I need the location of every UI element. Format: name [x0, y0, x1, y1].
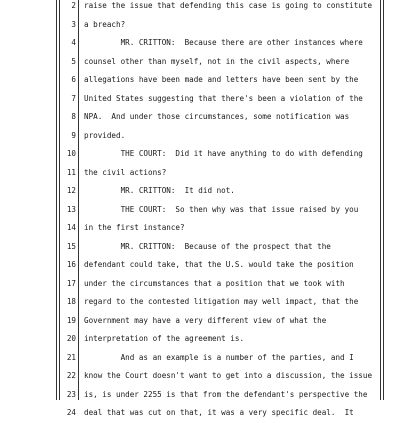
line-text: a breach? [84, 19, 126, 29]
line-number: 6 [71, 75, 76, 84]
transcript-line [0, 201, 400, 220]
line-text: is, is under 2255 is that from the defendant's perspective the [84, 389, 368, 399]
line-number: 23 [66, 389, 76, 399]
line-number: 11 [66, 167, 76, 177]
transcript-line [0, 275, 400, 294]
line-number: 15 [66, 241, 76, 251]
line-number: 16 [66, 260, 76, 269]
line-number: 2 [71, 1, 76, 10]
line-number: 7 [71, 93, 76, 103]
transcript-line [0, 53, 400, 72]
line-number: 12 [66, 186, 76, 195]
transcript-line [0, 164, 400, 183]
transcript-line [0, 349, 400, 368]
line-number: 13 [66, 204, 76, 214]
line-number: 8 [71, 112, 76, 121]
line-number: 5 [71, 56, 76, 66]
transcript-line [0, 34, 400, 53]
line-text: United States suggesting that there's been a violation of the [84, 93, 363, 103]
line-text: THE COURT: So then why was that issue raised by you [84, 204, 359, 214]
transcript-line [0, 0, 400, 16]
line-text: MR. CRITTON: Because there are other instances where [84, 38, 363, 47]
line-number: 17 [66, 278, 76, 288]
line-text: Government may have a very different view of what the [84, 315, 327, 325]
line-number: 3 [71, 19, 76, 29]
transcript-line [0, 238, 400, 257]
transcript-line [0, 330, 400, 349]
line-number: 4 [71, 38, 76, 47]
transcript-line [0, 127, 400, 146]
line-number: 22 [66, 371, 76, 380]
transcript-line [0, 182, 400, 201]
line-text: deal that was cut on that, it was a very specific deal. It [84, 408, 354, 417]
transcript-line [0, 145, 400, 164]
line-text: THE COURT: Did it have anything to do with defending [84, 149, 363, 158]
line-text: interpretation of the agreement is. [84, 334, 245, 343]
line-text: MR. CRITTON: It did not. [84, 186, 235, 195]
transcript-line [0, 71, 400, 90]
line-text: provided. [84, 130, 126, 140]
transcript-line [0, 90, 400, 109]
line-text: MR. CRITTON: Because of the prospect that the [84, 241, 331, 251]
line-text: in the first instance? [84, 223, 185, 232]
transcript-line [0, 16, 400, 35]
line-number: 9 [71, 130, 76, 140]
line-text: counsel other than myself, not in the civil aspects, where [84, 56, 350, 66]
line-text: raise the issue that defending this case is going to constitute [84, 1, 373, 10]
line-number: 24 [66, 408, 76, 417]
line-text: regard to the contested litigation may well impact, that the [84, 297, 359, 306]
transcript-line [0, 108, 400, 127]
line-text: know the Court doesn't want to get into a discussion, the issue [84, 371, 373, 380]
line-number: 20 [66, 334, 76, 343]
line-text: allegations have been made and letters have been sent by the [84, 75, 359, 84]
transcript-line [0, 367, 400, 386]
line-number: 18 [66, 297, 76, 306]
line-text: the civil actions? [84, 167, 167, 177]
transcript-line [0, 404, 400, 423]
transcript-line [0, 312, 400, 331]
line-text: under the circumstances that a position that we took with [84, 278, 345, 288]
transcript-line [0, 293, 400, 312]
transcript-line [0, 219, 400, 238]
line-text: NPA. And under those circumstances, some notification was [84, 112, 350, 121]
line-number: 14 [66, 223, 76, 232]
line-text: And as an example is a number of the parties, and I [84, 352, 354, 362]
transcript-line [0, 256, 400, 275]
line-number: 19 [66, 315, 76, 325]
line-number: 21 [66, 352, 76, 362]
line-number: 10 [66, 149, 76, 158]
line-text: defendant could take, that the U.S. would take the position [84, 260, 354, 269]
transcript-line [0, 386, 400, 405]
